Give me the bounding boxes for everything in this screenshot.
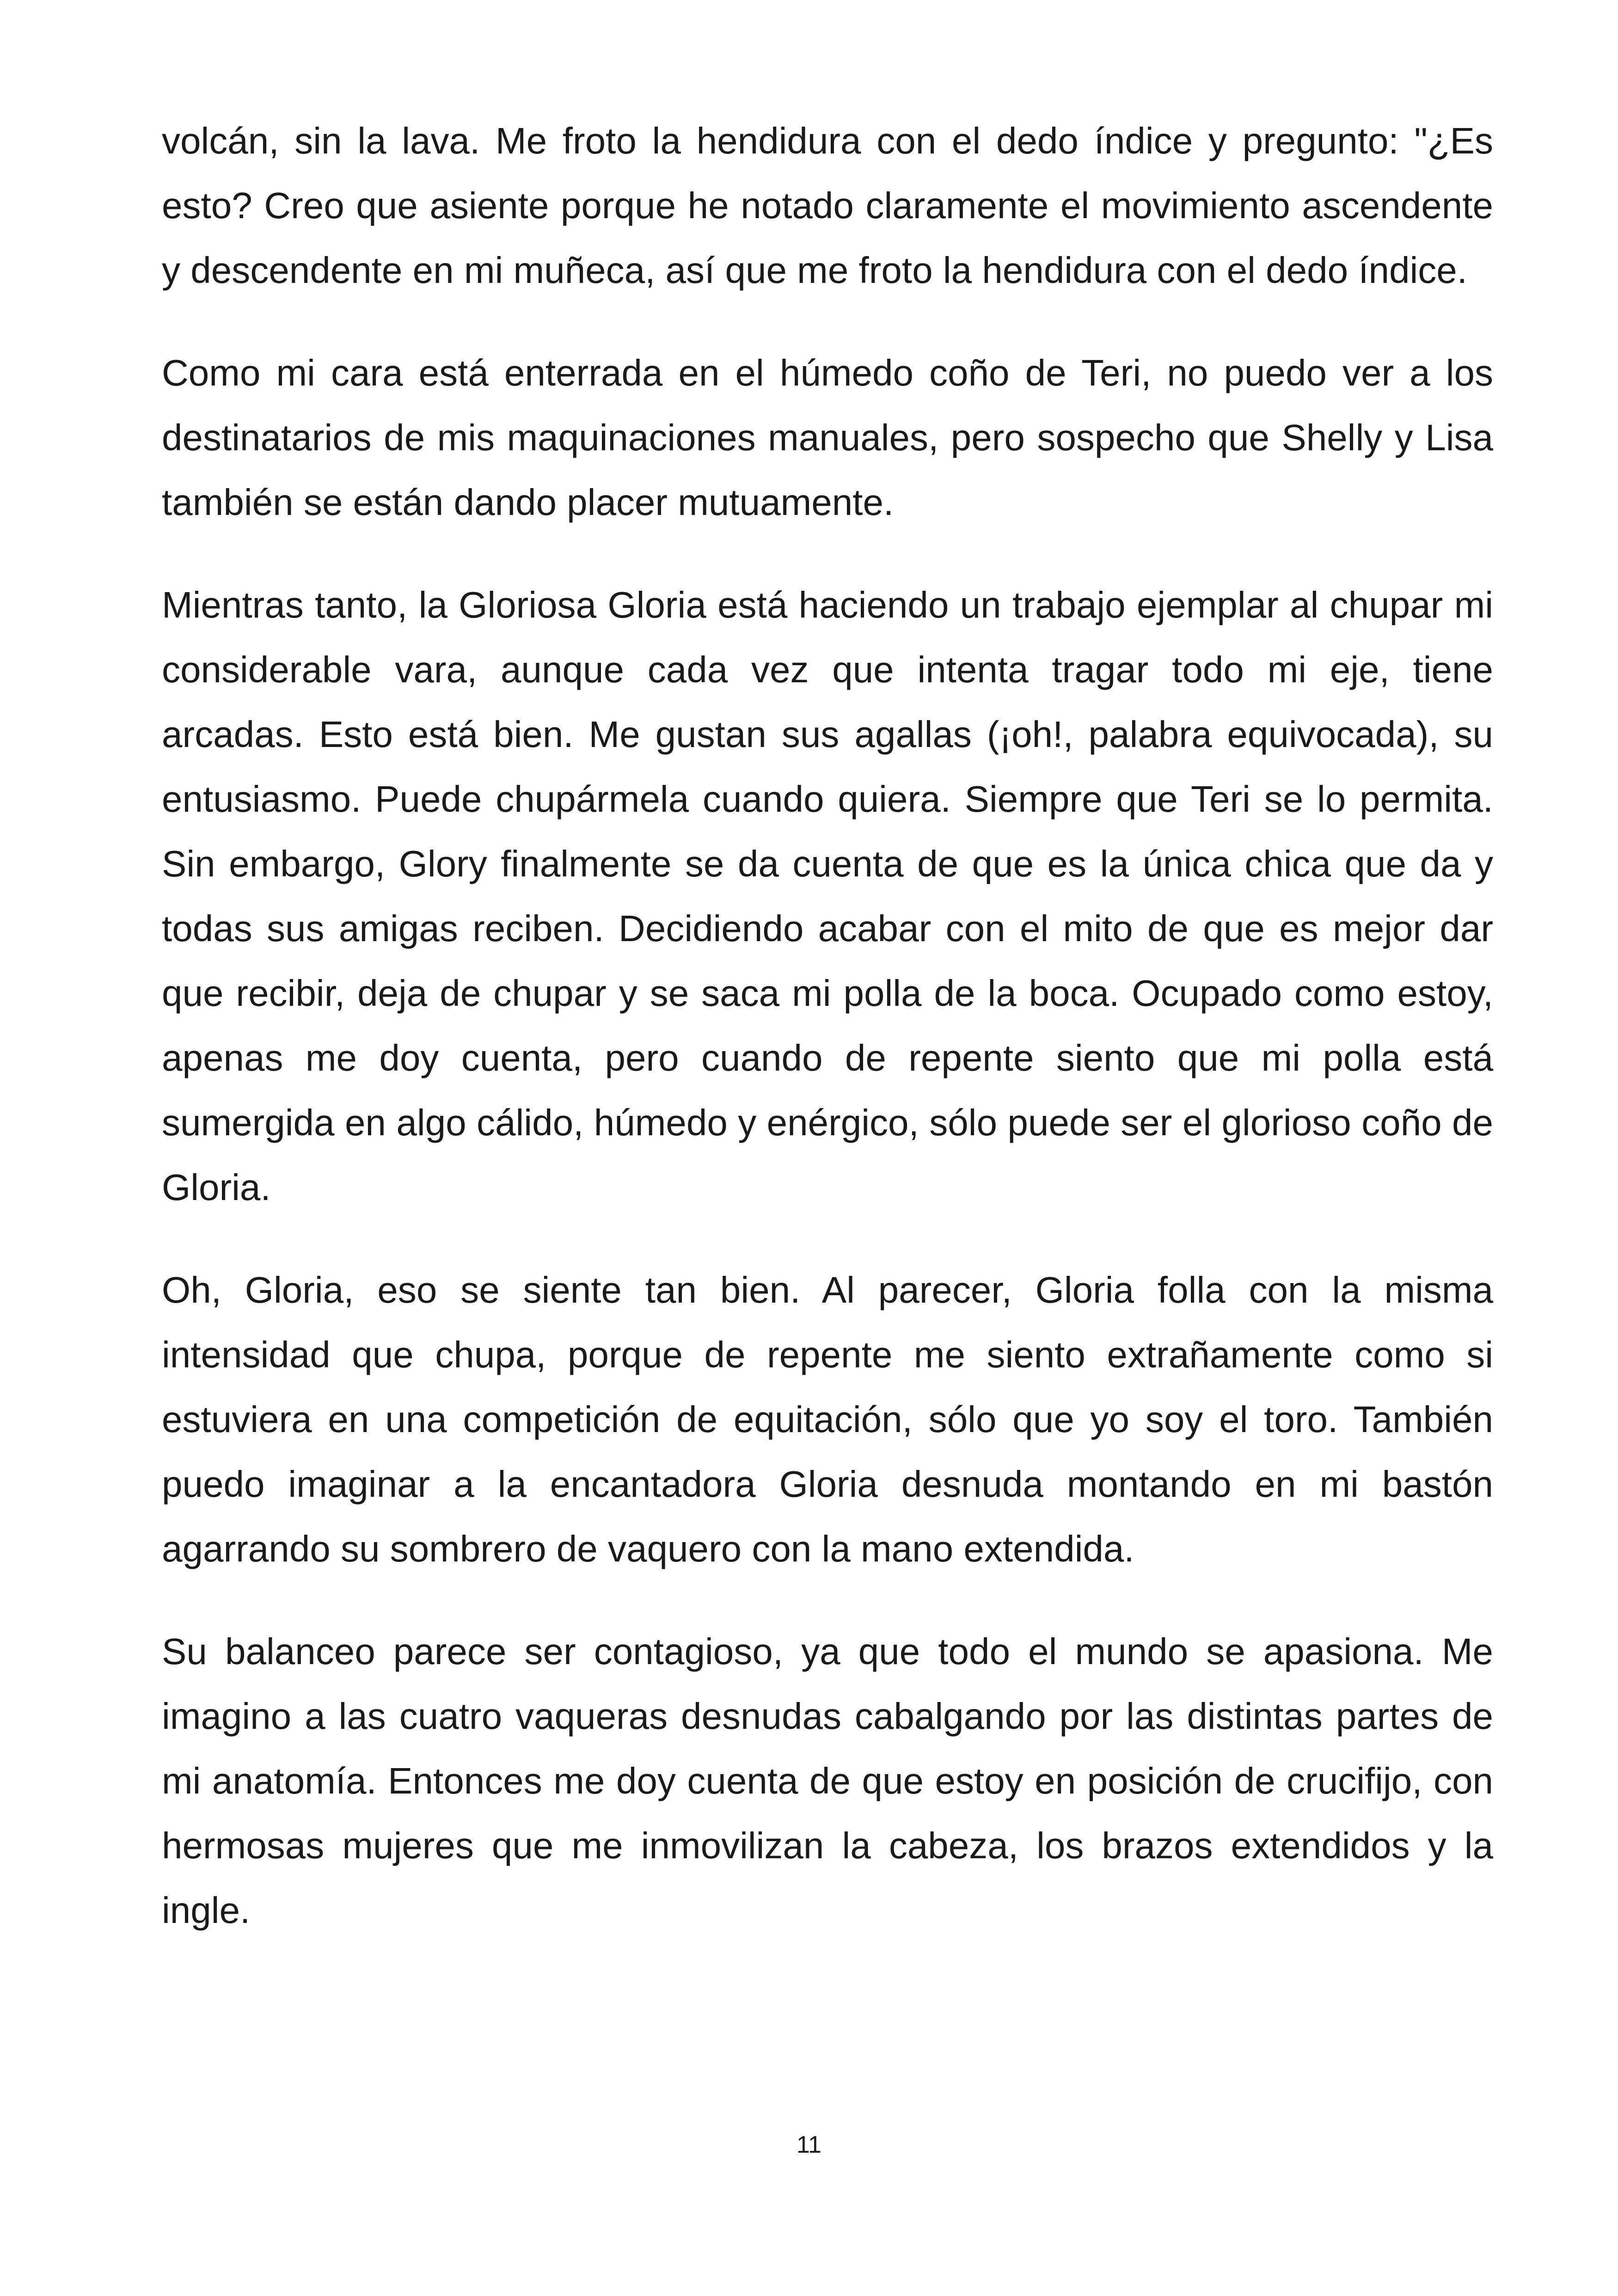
page-number: 11	[797, 2131, 821, 2158]
paragraph-2: Como mi cara está enterrada en el húmedo coño de Teri, no puedo ver a los destinatarios de mis maquinaciones manuales, pero sospecho que Shelly y Lisa también se están dando placer mutuamente.	[162, 352, 1493, 523]
paragraph-4: Oh, Gloria, eso se siente tan bien. Al parecer, Gloria folla con la misma intensidad que chupa, porque de repente me siento extrañamente como si estuviera en una competición de equitación, sólo que yo soy el toro. También puedo imaginar a la encantadora Gloria desnuda montando en mi bastón agarrando su sombrero de vaquero con la mano extendida.	[162, 1269, 1493, 1569]
paragraph-3: Mientras tanto, la Gloriosa Gloria está haciendo un trabajo ejemplar al chupar mi considerable vara, aunque cada vez que intenta tragar todo mi eje, tiene arcadas. Esto está bien. Me gustan sus agallas (¡oh!, palabra equivocada), su entusiasmo. Puede chupármela cuando quiera. Siempre que Teri se lo permita. Sin embargo, Glory finalmente se da cuenta de que es la única chica que da y todas sus amigas reciben. Decidiendo acabar con el mito de que es mejor dar que recibir, deja de chupar y se saca mi polla de la boca. Ocupado como estoy, apenas me doy cuenta, pero cuando de repente siento que mi polla está sumergida en algo cálido, húmedo y enérgico, sólo puede ser el glorioso coño de Gloria.	[162, 584, 1493, 1208]
paragraph-1: volcán, sin la lava. Me froto la hendidura con el dedo índice y pregunto: "¿Es esto? Creo que asiente porque he notado claramente el movimiento ascendente y descendente en mi muñeca, así que me froto la hendidura con el dedo índice.	[162, 120, 1493, 291]
body-text	[162, 109, 1493, 1981]
paragraph-5: Su balanceo parece ser contagioso, ya que todo el mundo se apasiona. Me imagino a las cuatro vaqueras desnudas cabalgando por las distintas partes de mi anatomía. Entonces me doy cuenta de que estoy en posición de crucifijo, con hermosas mujeres que me inmovilizan la cabeza, los brazos extendidos y la ingle.	[162, 1631, 1493, 1931]
